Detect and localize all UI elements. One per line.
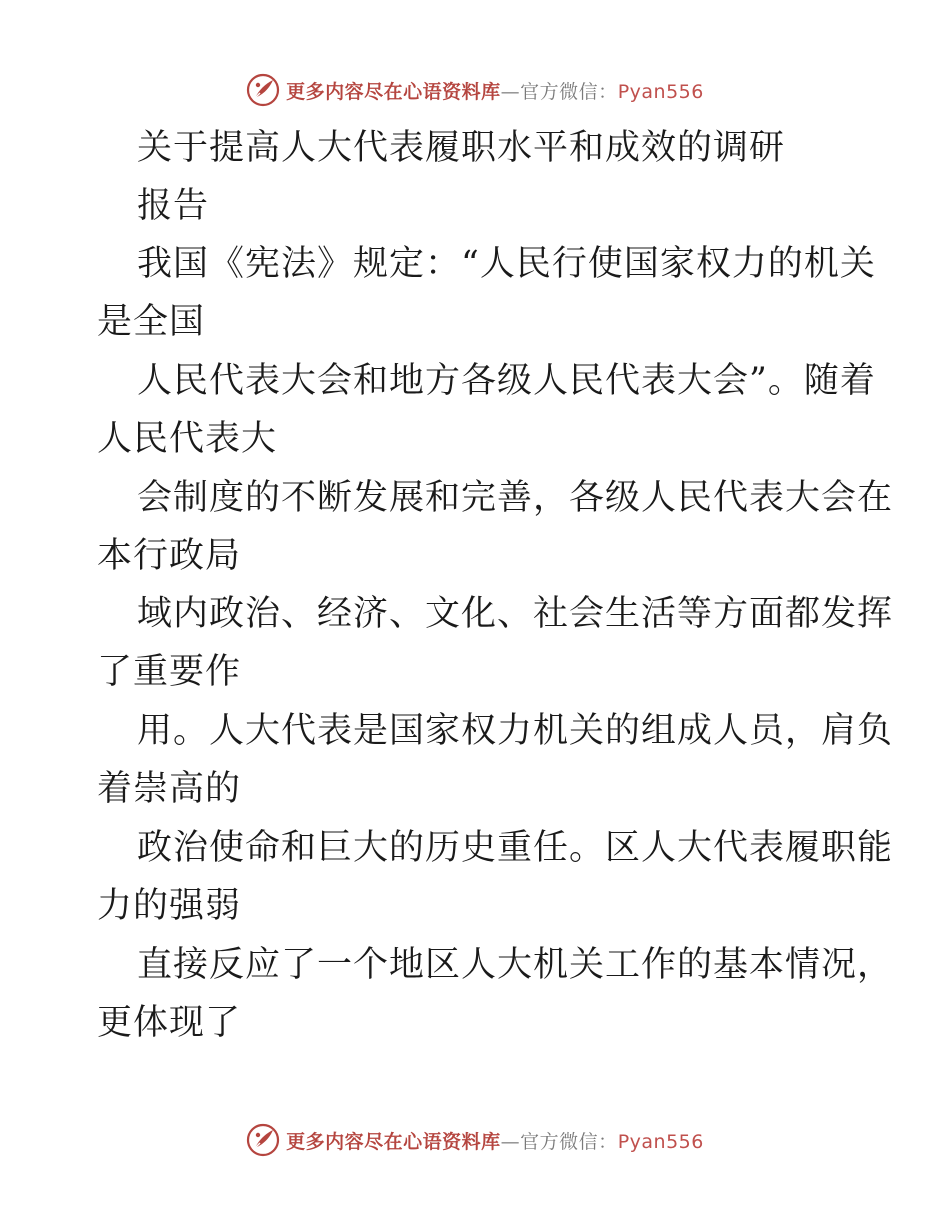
banner-wechat-label: 官方微信： xyxy=(520,80,618,103)
doc-text-line: 人民代表大 xyxy=(97,419,278,459)
banner-dash: — xyxy=(500,1130,521,1153)
doc-text-line: 着崇高的 xyxy=(97,769,242,809)
doc-text-line: 人民代表大会和地方各级人民代表大会”。随着 xyxy=(137,361,876,401)
banner-site-text: 更多内容尽在心语资料库 xyxy=(286,1130,501,1153)
doc-text-line: 力的强弱 xyxy=(97,886,242,926)
doc-text-line: 了重要作 xyxy=(97,652,242,692)
banner-wechat-label: 官方微信： xyxy=(520,1130,618,1153)
banner-site-text: 更多内容尽在心语资料库 xyxy=(286,80,501,103)
doc-text-line: 直接反应了一个地区人大机关工作的基本情况， xyxy=(137,945,894,985)
doc-title-line-2: 报告 xyxy=(137,186,210,226)
doc-text-line: 域内政治、经济、文化、社会生活等方面都发挥 xyxy=(137,594,894,634)
banner-wechat-id: Pyan556 xyxy=(617,1130,704,1153)
doc-text-line: 是全国 xyxy=(97,302,206,342)
quill-pen-logo-icon xyxy=(246,1123,280,1157)
doc-text-line: 更体现了 xyxy=(97,1003,242,1043)
banner-dash: — xyxy=(500,80,521,103)
header-banner xyxy=(0,70,950,110)
doc-text-line: 我国《宪法》规定：“人民行使国家权力的机关 xyxy=(137,244,876,284)
doc-text-line: 政治使命和巨大的历史重任。区人大代表履职能 xyxy=(137,828,894,868)
quill-pen-logo-icon xyxy=(246,73,280,107)
doc-text-line: 会制度的不断发展和完善，各级人民代表大会在 xyxy=(137,478,894,518)
footer-banner xyxy=(0,1120,950,1160)
banner-text xyxy=(286,1127,704,1154)
banner-wechat-id: Pyan556 xyxy=(617,80,704,103)
doc-title-line-1: 关于提高人大代表履职水平和成效的调研 xyxy=(137,128,786,168)
banner-text xyxy=(286,77,704,104)
doc-text-line: 用。人大代表是国家权力机关的组成人员，肩负 xyxy=(137,711,894,751)
doc-text-line: 本行政局 xyxy=(97,536,242,576)
